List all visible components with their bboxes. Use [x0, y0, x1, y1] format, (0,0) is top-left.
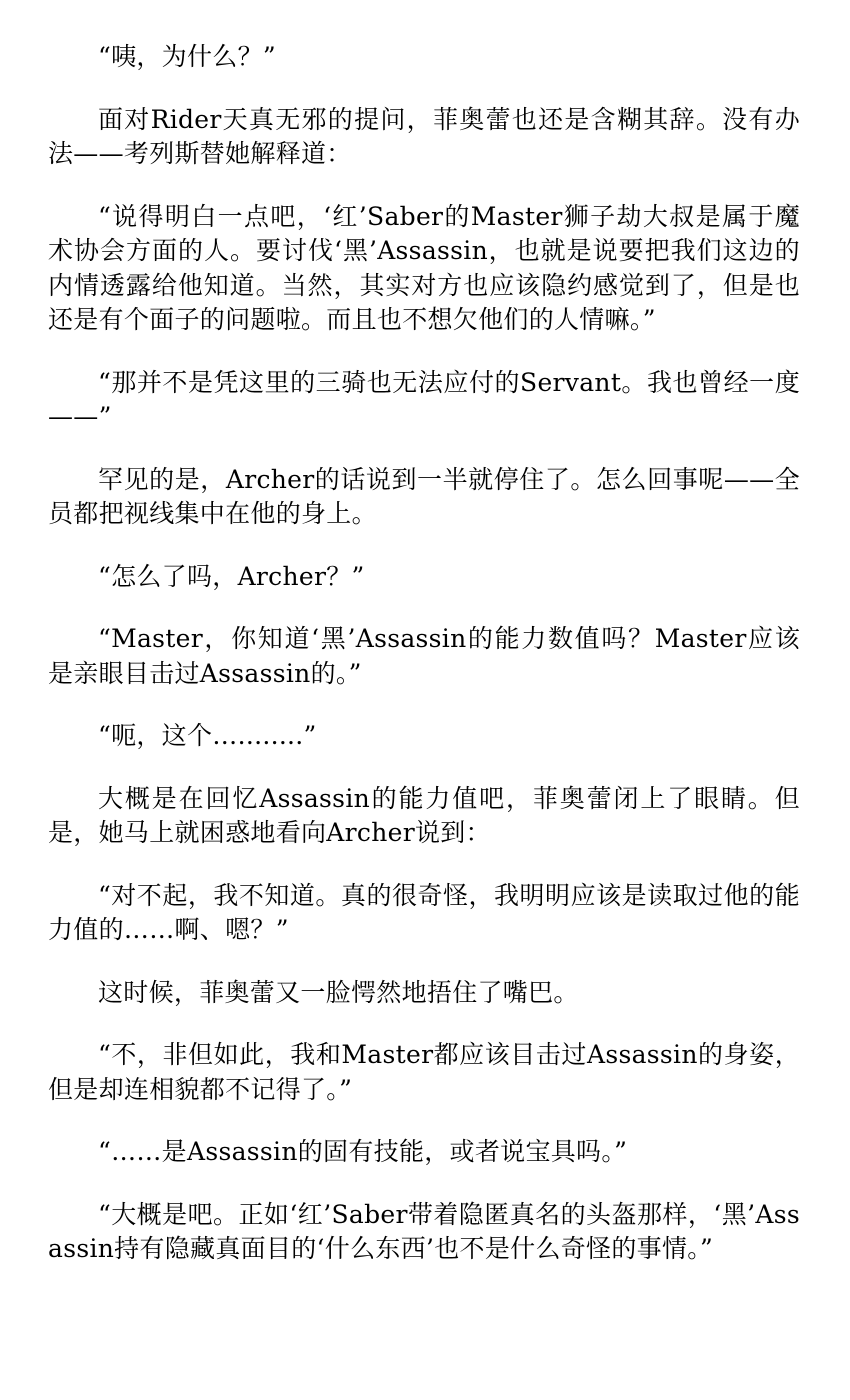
paragraph: 大概是在回忆Assassin的能力值吧，菲奥蕾闭上了眼睛。但是，她马上就困惑地看向Archer说到： [48, 783, 800, 847]
paragraph: “不，非但如此，我和Master都应该目击过Assassin的身姿，但是却连相貌都不记得了。” [48, 1040, 800, 1104]
document-page [48, 40, 800, 1295]
paragraph: “Master，你知道‘黑’Assassin的能力数值吗？Master应该是亲眼目击过Assassin的。” [48, 624, 800, 688]
paragraph: “大概是吧。正如‘红’Saber带着隐匿真名的头盔那样，‘黑’Assassin持有隐藏真面目的‘什么东西’也不是什么奇怪的事情。” [48, 1199, 800, 1263]
paragraph: “呃，这个…........” [98, 721, 317, 750]
paragraph: 这时候，菲奥蕾又一脸愕然地捂住了嘴巴。 [98, 977, 579, 1007]
paragraph: “……是Assassin的固有技能，或者说宝具吗。” [98, 1137, 628, 1166]
paragraph: “怎么了吗，Archer？” [98, 561, 365, 591]
paragraph: “咦，为什么？” [98, 42, 276, 71]
paragraph: 面对Rider天真无邪的提问，菲奥蕾也还是含糊其辞。没有办法——考列斯替她解释道： [48, 104, 800, 168]
paragraph: “那并不是凭这里的三骑也无法应付的Servant。我也曾经一度——” [48, 367, 800, 431]
paragraph: “说得明白一点吧，‘红’Saber的Master狮子劫大叔是属于魔术协会方面的人。要讨伐‘黑’Assassin，也就是说要把我们这边的内情透露给他知道。当然，其实对方也应该隐约感觉到了，但是也还是有个面子的问题啦。而且也不想欠他们的人情嘛。” [48, 201, 800, 334]
paragraph: 罕见的是，Archer的话说到一半就停住了。怎么回事呢——全员都把视线集中在他的身上。 [48, 464, 800, 528]
paragraph: “对不起，我不知道。真的很奇怪，我明明应该是读取过他的能力值的……啊、嗯？” [48, 880, 800, 944]
